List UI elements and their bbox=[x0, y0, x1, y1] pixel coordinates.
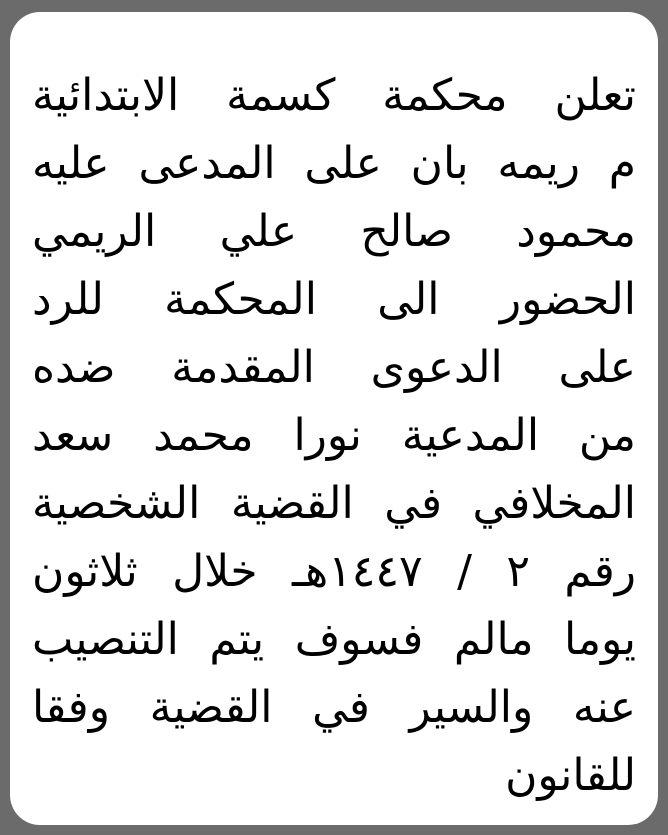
notice-line: الحضور الى المحكمة للرد bbox=[32, 274, 636, 325]
notice-line: م ريمه بان على المدعى عليه bbox=[32, 138, 636, 189]
notice-line: على الدعوى المقدمة ضده bbox=[32, 342, 636, 393]
notice-line: محمود صالح علي الريمي bbox=[32, 206, 636, 257]
notice-text bbox=[32, 62, 636, 810]
notice-line: عنه والسير في القضية وفقا bbox=[32, 682, 636, 733]
notice-line: المخلافي في القضية الشخصية bbox=[32, 478, 636, 529]
notice-line: يوما مالم فسوف يتم التنصيب bbox=[32, 614, 636, 665]
notice-line: للقانون bbox=[505, 750, 636, 801]
notice-line: تعلن محكمة كسمة الابتدائية bbox=[32, 70, 636, 121]
notice-card bbox=[10, 12, 658, 825]
notice-line: من المدعية نورا محمد سعد bbox=[32, 410, 636, 461]
notice-line: رقم ٢ / ١٤٤٧هـ خلال ثلاثون bbox=[32, 546, 636, 597]
